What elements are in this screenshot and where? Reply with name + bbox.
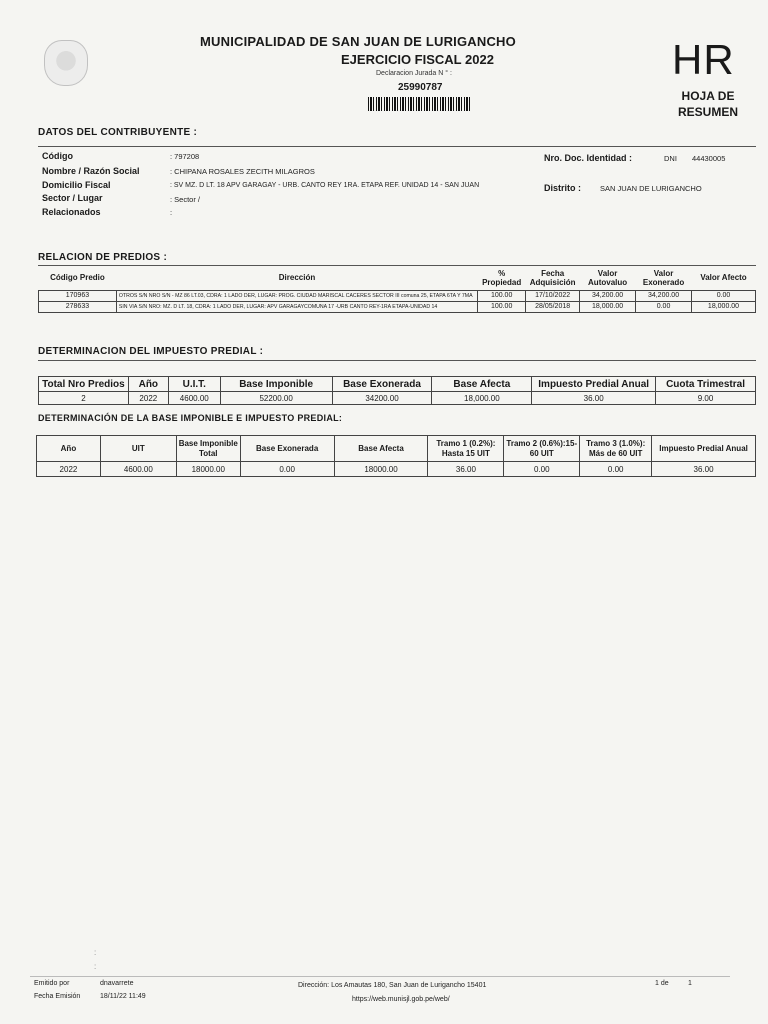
base-impuesto: 36.00 bbox=[652, 462, 756, 477]
base-anio: 2022 bbox=[37, 462, 101, 477]
footer-address: Dirección: Los Amautas 180, San Juan de Lurigancho 15401 bbox=[298, 982, 487, 989]
nombre-value: : CHIPANA ROSALES ZECITH MILAGROS bbox=[170, 167, 315, 176]
col-impuesto-predial: Impuesto Predial Anual bbox=[652, 436, 756, 462]
fiscal-year-title: EJERCICIO FISCAL 2022 bbox=[341, 52, 494, 67]
distrito-value: SAN JUAN DE LURIGANCHO bbox=[600, 184, 702, 193]
predio-fecha: 17/10/2022 bbox=[526, 290, 580, 301]
predios-table bbox=[38, 266, 756, 313]
predio-exonerado: 0.00 bbox=[636, 301, 692, 312]
col-uit: UIT bbox=[100, 436, 176, 462]
emitido-value: dnavarrete bbox=[100, 980, 134, 987]
predio-propiedad: 100.00 bbox=[478, 301, 526, 312]
col-base-total: Base Imponible Total bbox=[176, 436, 240, 462]
col-tramo2: Tramo 2 (0.6%):15-60 UIT bbox=[504, 436, 580, 462]
form-name-line1: HOJA DE bbox=[681, 89, 735, 103]
impuesto-cuota: 9.00 bbox=[656, 392, 756, 405]
base-uit: 4600.00 bbox=[100, 462, 176, 477]
col-propiedad: % Propiedad bbox=[478, 266, 526, 290]
col-uit: U.I.T. bbox=[168, 377, 220, 392]
col-base-imponible: Base Imponible bbox=[220, 377, 332, 392]
emitido-label: Emitido por bbox=[34, 980, 70, 987]
col-valor-exonerado: Valor Exonerado bbox=[636, 266, 692, 290]
scan-mark: : bbox=[94, 962, 97, 971]
col-anio: Año bbox=[37, 436, 101, 462]
footer-website: https://web.munisjl.gob.pe/web/ bbox=[352, 996, 450, 1003]
doc-number: 44430005 bbox=[692, 154, 726, 163]
relacionados-value: : bbox=[170, 208, 173, 217]
col-tramo3: Tramo 3 (1.0%): Más de 60 UIT bbox=[580, 436, 652, 462]
form-code: HR bbox=[672, 36, 735, 83]
col-total-predios: Total Nro Predios bbox=[39, 377, 129, 392]
impuesto-base-afecta: 18,000.00 bbox=[432, 392, 532, 405]
footer-divider bbox=[30, 976, 730, 977]
base-tramo3: 0.00 bbox=[580, 462, 652, 477]
col-tramo1: Tramo 1 (0.2%): Hasta 15 UIT bbox=[428, 436, 504, 462]
base-tramo1: 36.00 bbox=[428, 462, 504, 477]
impuesto-anual: 36.00 bbox=[532, 392, 656, 405]
fecha-emision-value: 18/11/22 11:49 bbox=[100, 993, 146, 1000]
form-name-line2: RESUMEN bbox=[677, 105, 738, 119]
scan-mark: : bbox=[94, 948, 97, 957]
predio-afecto: 18,000.00 bbox=[692, 301, 756, 312]
base-exonerada: 0.00 bbox=[240, 462, 334, 477]
impuesto-anio: 2022 bbox=[128, 392, 168, 405]
predios-section-title: RELACION DE PREDIOS : bbox=[38, 252, 168, 263]
base-total: 18000.00 bbox=[176, 462, 240, 477]
table-header-row bbox=[37, 436, 756, 462]
codigo-value: : 797208 bbox=[170, 152, 200, 161]
impuesto-uit: 4600.00 bbox=[168, 392, 220, 405]
municipal-seal-logo bbox=[44, 40, 88, 86]
predio-direccion: OTROS S/N NRO S/N - MZ 86 LT.03, CDRA: 1 LADO DER, LUGAR: PROG. CIUDAD MARISCAL CACERES SECTOR III comuna 25, ETAPA 6TA Y 7MA bbox=[116, 290, 477, 301]
impuesto-total: 2 bbox=[39, 392, 129, 405]
col-valor-autovaluo: Valor Autovaluo bbox=[580, 266, 636, 290]
base-section-title: DETERMINACIÓN DE LA BASE IMPONIBLE E IMPUESTO PREDIAL: bbox=[38, 413, 343, 423]
declaration-number: 25990787 bbox=[398, 82, 443, 93]
sector-label: Sector / Lugar bbox=[42, 193, 103, 203]
table-header-row bbox=[39, 266, 756, 290]
col-base-exonerada: Base Exonerada bbox=[332, 377, 432, 392]
col-impuesto-anual: Impuesto Predial Anual bbox=[532, 377, 656, 392]
declaration-label: Declaracion Jurada N ° : bbox=[376, 70, 452, 77]
table-row bbox=[39, 290, 756, 301]
doc-type: DNI bbox=[664, 154, 677, 163]
base-afecta: 18000.00 bbox=[334, 462, 428, 477]
base-table bbox=[36, 435, 756, 477]
section-divider bbox=[38, 146, 756, 147]
domicilio-label: Domicilio Fiscal bbox=[42, 180, 111, 190]
col-codigo-predio: Código Predio bbox=[39, 266, 117, 290]
col-base-afecta: Base Afecta bbox=[334, 436, 428, 462]
sector-value: : Sector / bbox=[170, 195, 201, 204]
predio-direccion: SIN VIA S/N NRO: MZ. D LT. 18, CDRA: 1 LADO DER, LUGAR: APV GARAGAYCOMUNA 17 -URB CANTO REY-1RA ETAPA-UNIDAD 14 bbox=[116, 301, 477, 312]
predio-exonerado: 34,200.00 bbox=[636, 290, 692, 301]
col-fecha-adquisicion: Fecha Adquisición bbox=[526, 266, 580, 290]
nombre-label: Nombre / Razón Social bbox=[42, 166, 140, 176]
predio-codigo: 170963 bbox=[39, 290, 117, 301]
col-valor-afecto: Valor Afecto bbox=[692, 266, 756, 290]
distrito-label: Distrito : bbox=[544, 183, 581, 193]
col-direccion: Dirección bbox=[116, 266, 477, 290]
table-row bbox=[39, 301, 756, 312]
predio-propiedad: 100.00 bbox=[478, 290, 526, 301]
predio-autovaluo: 18,000.00 bbox=[580, 301, 636, 312]
table-row bbox=[37, 462, 756, 477]
predio-codigo: 278633 bbox=[39, 301, 117, 312]
page-total: 1 bbox=[688, 980, 692, 987]
col-anio: Año bbox=[128, 377, 168, 392]
col-cuota-trimestral: Cuota Trimestral bbox=[656, 377, 756, 392]
codigo-label: Código bbox=[42, 151, 73, 161]
impuesto-base-exonerada: 34200.00 bbox=[332, 392, 432, 405]
impuesto-section-title: DETERMINACION DEL IMPUESTO PREDIAL : bbox=[38, 346, 264, 357]
predio-afecto: 0.00 bbox=[692, 290, 756, 301]
relacionados-label: Relacionados bbox=[42, 207, 101, 217]
barcode bbox=[368, 97, 470, 111]
domicilio-value: : SV MZ. D LT. 18 APV GARAGAY - URB. CANTO REY 1RA. ETAPA REF. UNIDAD 14 - SAN JUAN bbox=[170, 182, 480, 189]
impuesto-base-imponible: 52200.00 bbox=[220, 392, 332, 405]
form-name bbox=[676, 88, 740, 120]
contribuyente-section-title: DATOS DEL CONTRIBUYENTE : bbox=[38, 127, 198, 138]
section-divider bbox=[38, 360, 756, 361]
table-header-row bbox=[39, 377, 756, 392]
base-tramo2: 0.00 bbox=[504, 462, 580, 477]
page-of-label: 1 de bbox=[655, 980, 669, 987]
col-base-afecta: Base Afecta bbox=[432, 377, 532, 392]
table-row bbox=[39, 392, 756, 405]
col-base-exonerada: Base Exonerada bbox=[240, 436, 334, 462]
fecha-emision-label: Fecha Emisión bbox=[34, 993, 81, 1000]
predio-fecha: 28/05/2018 bbox=[526, 301, 580, 312]
municipality-title: MUNICIPALIDAD DE SAN JUAN DE LURIGANCHO bbox=[200, 34, 516, 49]
impuesto-table bbox=[38, 376, 756, 405]
doc-identidad-label: Nro. Doc. Identidad : bbox=[544, 153, 633, 163]
predio-autovaluo: 34,200.00 bbox=[580, 290, 636, 301]
